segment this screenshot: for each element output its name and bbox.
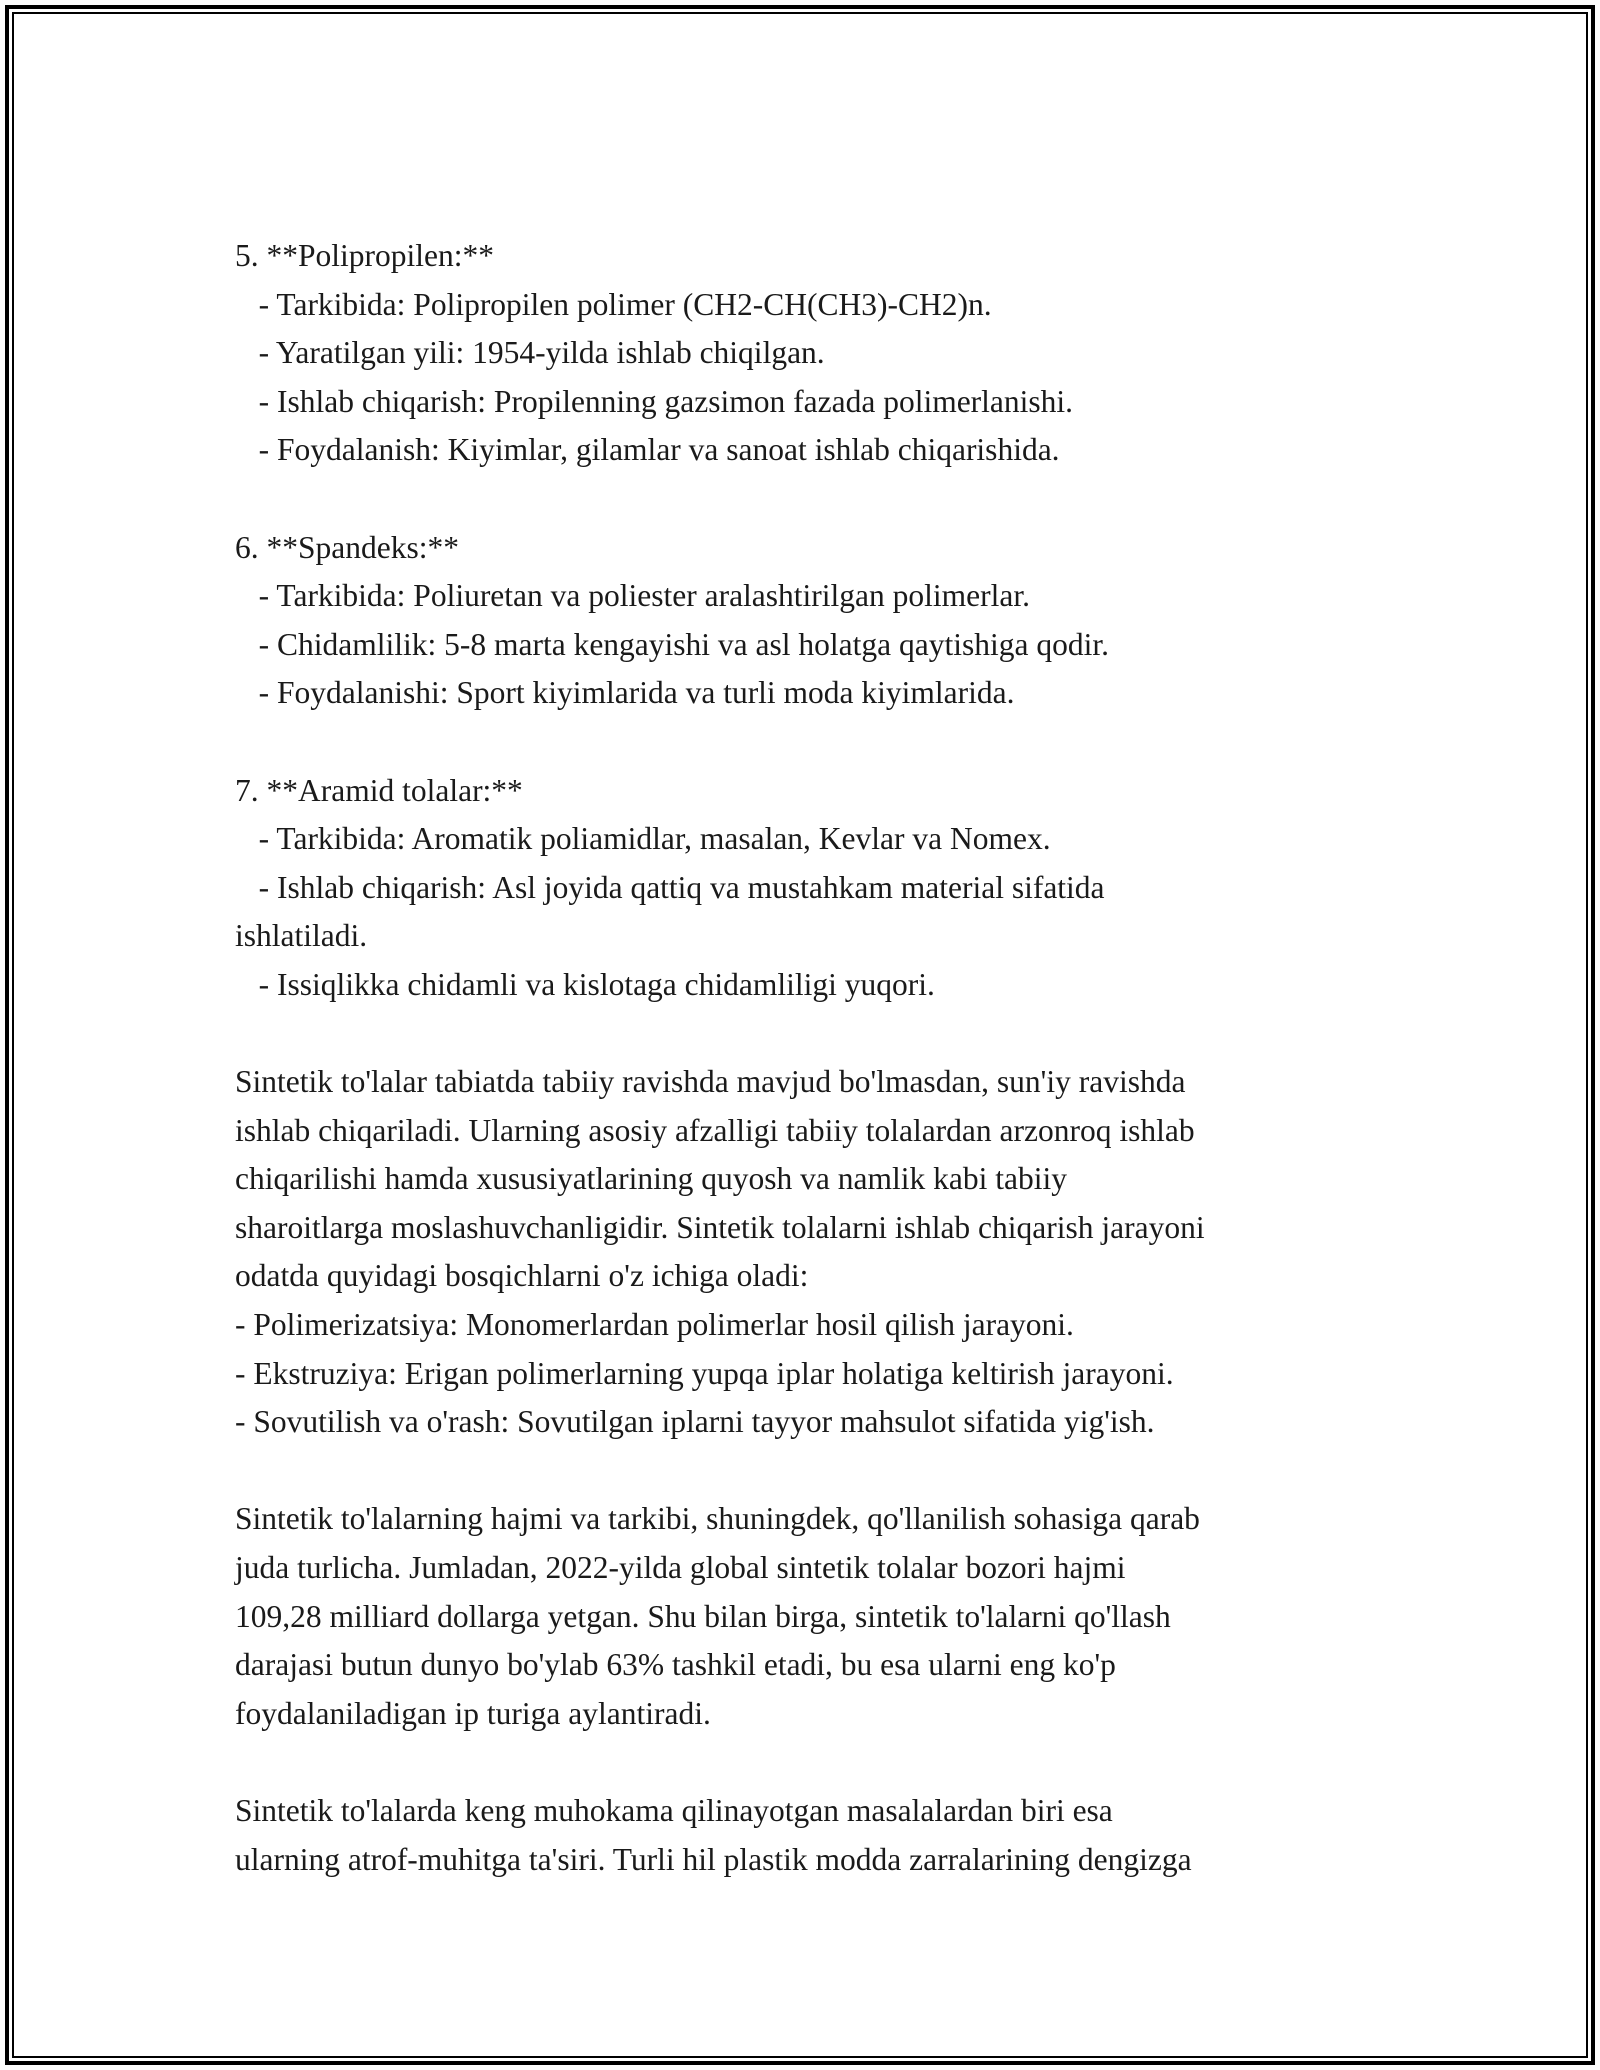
paragraph-line: ishlab chiqariladi. Ularning asosiy afzalligi tabiiy tolalardan arzonroq ishlab	[235, 1112, 1195, 1148]
list-item: - Chidamlilik: 5-8 marta kengayishi va asl holatga qaytishiga qodir.	[235, 626, 1109, 662]
section-polipropilen	[235, 232, 1395, 475]
paragraph-line: - Ekstruziya: Erigan polimerlarning yupqa iplar holatiga keltirish jarayoni.	[235, 1355, 1174, 1391]
paragraph-line: Sintetik to'lalar tabiatda tabiiy ravishda mavjud bo'lmasdan, sun'iy ravishda	[235, 1064, 1186, 1100]
list-item: - Ishlab chiqarish: Propilenning gazsimon fazada polimerlanishi.	[235, 383, 1074, 419]
list-item: - Ishlab chiqarish: Asl joyida qattiq va mustahkam material sifatida	[235, 869, 1105, 905]
spacer	[235, 1447, 1395, 1496]
document-body	[235, 232, 1395, 1884]
spacer	[235, 718, 1395, 767]
section-heading: 7. **Aramid tolalar:**	[235, 772, 523, 808]
paragraph-line: - Polimerizatsiya: Monomerlardan polimerlar hosil qilish jarayoni.	[235, 1307, 1074, 1343]
list-item: - Tarkibida: Polipropilen polimer (CH2-CH(CH3)-CH2)n.	[235, 286, 992, 322]
spacer	[235, 475, 1395, 524]
list-item: - Foydalanish: Kiyimlar, gilamlar va sanoat ishlab chiqarishida.	[235, 432, 1060, 468]
paragraph-line: darajasi butun dunyo bo'ylab 63% tashkil etadi, bu esa ularni eng ko'p	[235, 1647, 1116, 1683]
spacer	[235, 1010, 1395, 1059]
spacer	[235, 1738, 1395, 1787]
paragraph-line: Sintetik to'lalarda keng muhokama qilinayotgan masalalardan biri esa	[235, 1793, 1113, 1828]
list-item: - Issiqlikka chidamli va kislotaga chidamliligi yuqori.	[235, 966, 935, 1002]
list-item: - Tarkibida: Aromatik poliamidlar, masalan, Kevlar va Nomex.	[235, 821, 1051, 857]
paragraph-line: - Sovutilish va o'rash: Sovutilgan iplarni tayyor mahsulot sifatida yig'ish.	[235, 1404, 1155, 1440]
paragraph-line: foydalaniladigan ip turiga aylantiradi.	[235, 1695, 711, 1731]
list-item: - Tarkibida: Poliuretan va poliester aralashtirilgan polimerlar.	[235, 578, 1030, 614]
paragraph-environment	[235, 1787, 1395, 1884]
paragraph-line: juda turlicha. Jumladan, 2022-yilda global sintetik tolalar bozori hajmi	[235, 1550, 1126, 1586]
section-heading: 6. **Spandeks:**	[235, 529, 459, 565]
paragraph-market	[235, 1495, 1395, 1738]
section-heading: 5. **Polipropilen:**	[235, 238, 494, 273]
section-aramid	[235, 767, 1395, 1010]
paragraph-line: chiqarilishi hamda xususiyatlarining quyosh va namlik kabi tabiiy	[235, 1161, 1067, 1197]
paragraph-line: 109,28 milliard dollarga yetgan. Shu bilan birga, sintetik to'lalarni qo'llash	[235, 1598, 1171, 1634]
list-item: - Yaratilgan yili: 1954-yilda ishlab chiqilgan.	[235, 335, 825, 371]
paragraph-line: ularning atrof-muhitga ta'siri. Turli hil plastik modda zarralarining dengizga	[235, 1841, 1192, 1877]
paragraph-line: odatda quyidagi bosqichlarni o'z ichiga oladi:	[235, 1258, 809, 1294]
section-spandeks	[235, 524, 1395, 718]
paragraph-line: sharoitlarga moslashuvchanligidir. Sintetik tolalarni ishlab chiqarish jarayoni	[235, 1209, 1205, 1245]
paragraph-intro	[235, 1058, 1395, 1447]
paragraph-line: Sintetik to'lalarning hajmi va tarkibi, shuningdek, qo'llanilish sohasiga qarab	[235, 1501, 1200, 1537]
list-item: - Foydalanishi: Sport kiyimlarida va turli moda kiyimlarida.	[235, 675, 1015, 711]
list-item-continuation: ishlatiladi.	[235, 918, 368, 954]
